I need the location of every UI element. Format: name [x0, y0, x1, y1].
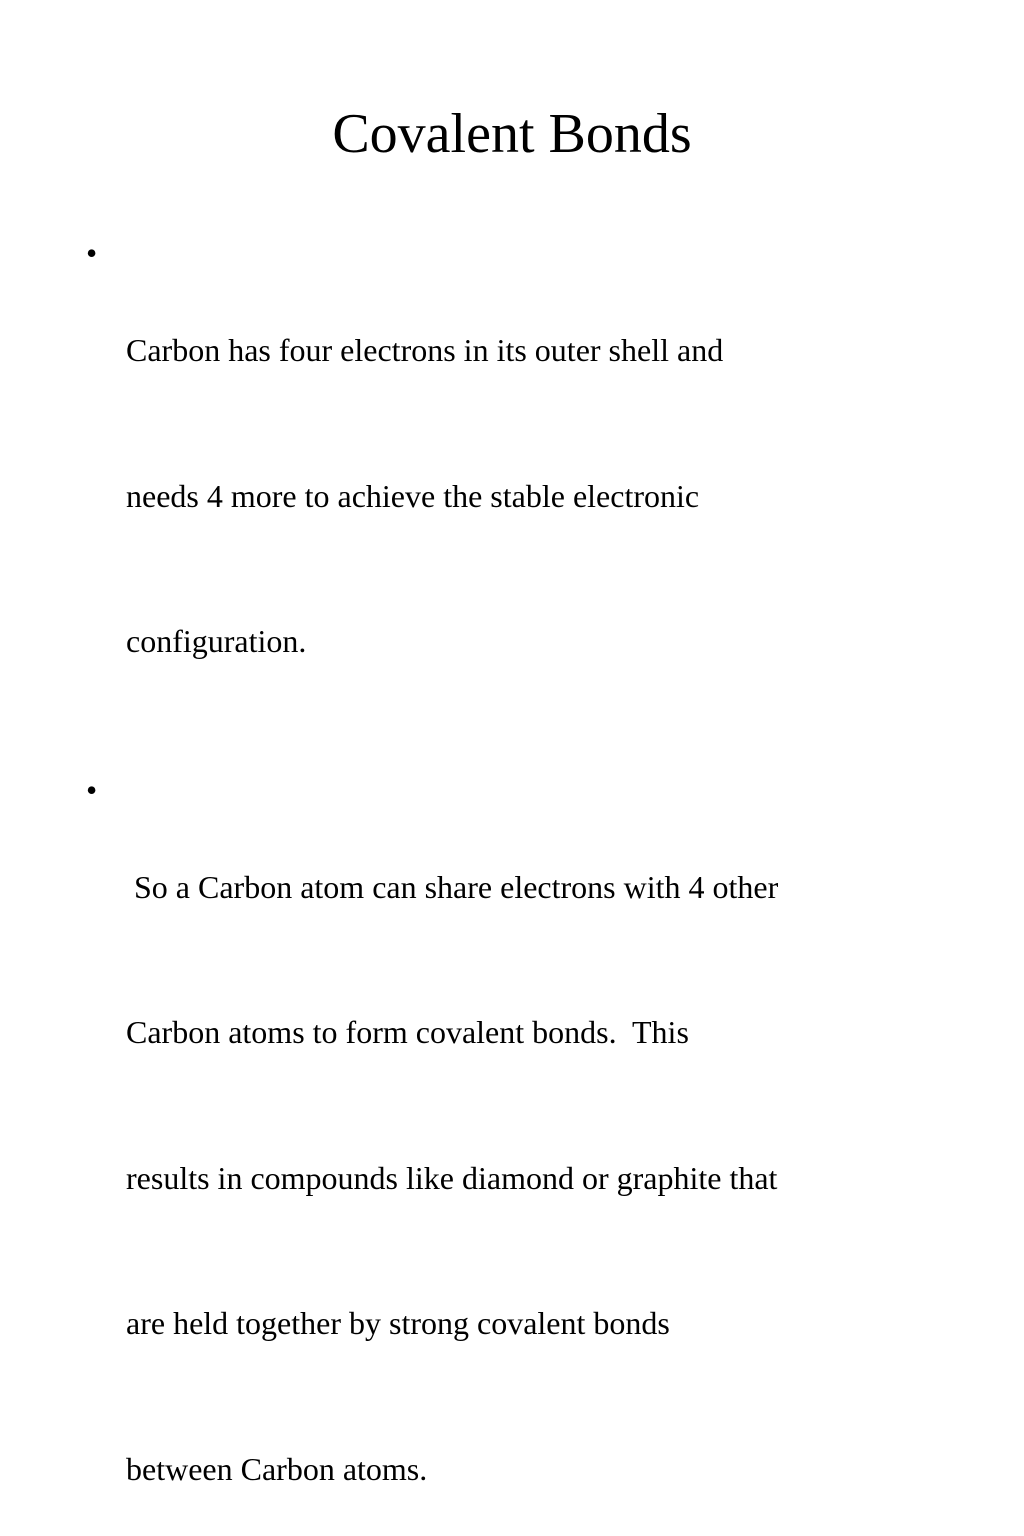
- bullet-line: needs 4 more to achieve the stable electronic: [126, 472, 956, 521]
- slide-title: Covalent Bonds: [0, 98, 1024, 170]
- bullet-item: [86, 229, 956, 763]
- bullet-line: Carbon has four electrons in its outer shell and: [126, 326, 956, 375]
- bullet-line: results in compounds like diamond or graphite that: [126, 1154, 956, 1203]
- bullet-text: [126, 229, 956, 763]
- bullet-line: So a Carbon atom can share electrons with 4 other: [126, 863, 956, 912]
- bullet-item: [86, 766, 956, 1536]
- bullet-line: configuration.: [126, 617, 956, 666]
- bullet-line: are held together by strong covalent bonds: [126, 1299, 956, 1348]
- bullet-marker: •: [86, 766, 116, 815]
- bullet-line: Carbon atoms to form covalent bonds. This: [126, 1008, 956, 1057]
- bullet-marker: •: [86, 229, 116, 278]
- bullet-list: [86, 229, 956, 1536]
- bullet-line: between Carbon atoms.: [126, 1445, 956, 1494]
- bullet-text: [126, 766, 956, 1536]
